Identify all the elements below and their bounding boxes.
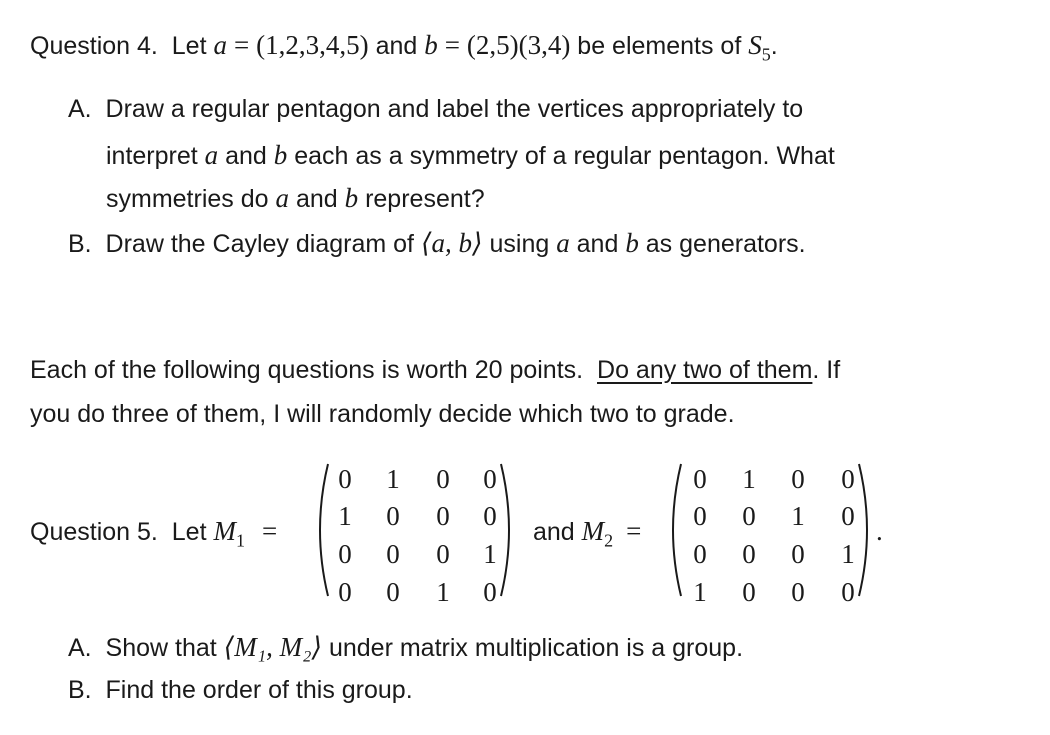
matrix-entry: 0 xyxy=(436,501,450,531)
matrix-entry: 0 xyxy=(742,539,756,569)
question-4-statement: Question 4. Let a = (1,2,3,4,5) and b = (2,5)(3,4) be elements of $S_5$. xyxy=(30,30,778,65)
matrix-entry: 0 xyxy=(693,464,707,494)
generated-group: ⟨M₁, M₂⟩ xyxy=(223,632,322,662)
matrix-entry: 0 xyxy=(742,501,756,531)
matrix-entry: 0 xyxy=(483,577,497,607)
question-4-part-a-line3: symmetries do a and b represent? xyxy=(106,183,485,213)
variable-a: a xyxy=(213,30,227,60)
instructions-line-1: Each of the following questions is worth 20 points. Do any two of them. If xyxy=(30,356,841,384)
matrix-M1-symbol: $M_1$ xyxy=(213,516,245,551)
permutation-b: (2,5)(3,4) xyxy=(466,30,571,60)
matrix-entry: 1 xyxy=(791,501,805,531)
matrix-entry: 1 xyxy=(483,539,497,569)
matrix-end-period: . xyxy=(876,516,883,546)
matrix-entry: 0 xyxy=(338,539,352,569)
matrix-entry: 0 xyxy=(436,539,450,569)
matrix-entry: 1 xyxy=(841,539,855,569)
matrix-entry: 0 xyxy=(791,464,805,494)
matrix-M2 xyxy=(665,460,875,607)
matrix-entry: 0 xyxy=(483,464,497,494)
permutation-a: (1,2,3,4,5) xyxy=(256,30,369,60)
part-marker: B. xyxy=(68,230,92,258)
matrix-entry: 1 xyxy=(436,577,450,607)
matrix-M2-symbol: $M_2$ xyxy=(581,516,614,551)
question-4-part-a-line2: interpret a and b each as a symmetry of a regular pentagon. What xyxy=(106,140,835,170)
matrix-entry: 0 xyxy=(386,577,400,607)
variable-b: b xyxy=(424,30,438,60)
matrix-entry: 0 xyxy=(483,501,497,531)
question-4-part-b: B. Draw the Cayley diagram of ⟨a, b⟩ using a and b as generators. xyxy=(68,228,806,258)
matrix-entry: 0 xyxy=(386,501,400,531)
matrix-entry: 1 xyxy=(742,464,756,494)
matrix-entry: 1 xyxy=(693,577,707,607)
matrix-entry: 1 xyxy=(338,501,352,531)
matrix-entry: 0 xyxy=(338,464,352,494)
matrix-entry: 0 xyxy=(791,577,805,607)
matrix-entry: 0 xyxy=(436,464,450,494)
matrix-entry: 0 xyxy=(841,464,855,494)
question-5-part-b: B. Find the order of this group. xyxy=(68,676,413,704)
and-M2-line: and $M_2$ = xyxy=(533,516,642,551)
matrix-entry: 0 xyxy=(338,577,352,607)
part-marker: A. xyxy=(68,95,92,123)
matrix-entry: 1 xyxy=(386,464,400,494)
question-5-label: Question 5. xyxy=(30,518,158,546)
question-5-label-line: Question 5. Let $M_1$ = xyxy=(30,516,278,551)
question-4-part-a: A. Draw a regular pentagon and label the vertices appropriately to xyxy=(68,95,804,123)
instructions-line-2: you do three of them, I will randomly decide which two to grade. xyxy=(30,400,735,428)
matrix-M1 xyxy=(312,460,517,607)
part-marker: A. xyxy=(68,634,92,662)
question-5-part-a: A. Show that ⟨M₁, M₂⟩ under matrix multiplication is a group. xyxy=(68,632,744,662)
underlined-instruction: Do any two of them xyxy=(597,356,813,384)
matrix-entry: 0 xyxy=(742,577,756,607)
generated-subgroup: ⟨a, b⟩ xyxy=(420,228,483,258)
symmetric-group: $S_5$ xyxy=(748,30,771,65)
matrix-entry: 0 xyxy=(386,539,400,569)
part-marker: B. xyxy=(68,676,92,704)
matrix-entry: 0 xyxy=(791,539,805,569)
question-4-label: Question 4. xyxy=(30,32,158,60)
matrix-entry: 0 xyxy=(841,577,855,607)
matrix-entry: 0 xyxy=(693,539,707,569)
matrix-entry: 0 xyxy=(841,501,855,531)
matrix-entry: 0 xyxy=(693,501,707,531)
